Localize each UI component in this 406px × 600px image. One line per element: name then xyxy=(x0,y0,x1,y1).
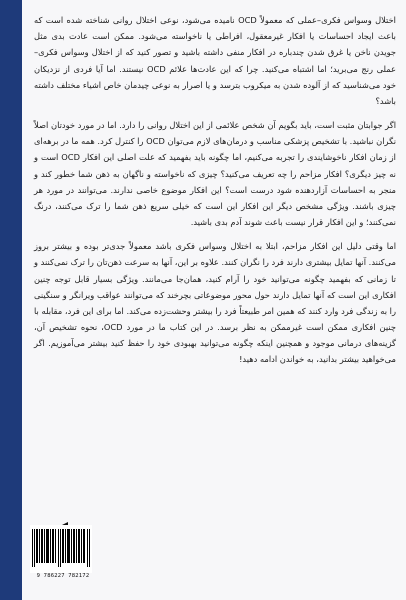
blurb-paragraph-1: اختلال وسواس فکری–عملی که معمولاً OCD نامیده می‌شود، نوعی اختلال روانی شناخته شده است که باعث ایجاد احساسات یا افکار غیرمعقول، افراطی یا ناخواسته می‌شود. ممکن است عادت بدی مثل جویدن ناخن یا غرق شدن چندباره در افکار منفی داشته باشید و تصور کنید که از اختلال وسواس فکری–عملی رنج می‌برید؛ اما اشتباه می‌کنید. چرا که این عادت‌ها علائم OCD نیستند. اما آیا فردی از نزدیکان خود می‌شناسید که از آلوده شدن به میکروب بترسد و یا اصرار به نوعی چیدمان خاص اشیاء مختلف داشته باشد؟ xyxy=(34,15,396,106)
blue-side-band xyxy=(0,0,22,600)
blurb-paragraph-3: اما وقتی دلیل این افکار مزاحم، ابتلا به اختلال وسواس فکری باشد معمولاً جدی‌تر بوده و بیشتر بروز می‌کنند. آنها تمایل بیشتری دارند فرد را نگران کنند. علاوه بر این، آنها به سرعت ذهن‌تان را ترک نمی‌کنند و تا زمانی که بفهمید چگونه می‌توانید خود را آرام کنید، همان‌جا می‌مانند. ویژگی بسیار قابل توجه چنین افکاری این است که آنها تمایل دارند حول محور موضوعاتی بچرخند که می‌توانند عواقب ویرانگر و سنگینی را به زندگی فرد وارد کنند که همین امر طبیعتاً فرد را بیشتر وحشت‌زده می‌کند. اما برای این فرد، مقابله با چنین افکاری ممکن است غیرممکن به نظر برسد. در این کتاب ما در مورد OCD، نحوه تشخیص آن، گزینه‌های درمانی موجود و همچنین اینکه چگونه می‌توانید بهبودی خود را حفظ کنید بیشتر می‌آموزیم. اگر می‌خواهید بیشتر بدانید، به خواندن ادامه دهید! xyxy=(34,241,397,365)
isbn-number: 9 786227 782172 xyxy=(36,573,90,579)
blurb-paragraph-2: اگر جوابتان مثبت است، باید بگویم آن شخص علائمی از این اختلال روانی را دارد. اما در مورد خودتان اصلاً نگران نباشید. با تشخیص پزشکی مناسب و درمان‌های لازم می‌توان OCD را کنترل کرد. همه ما در برهه‌ای از زمان افکار ناخوشایندی را تجربه می‌کنیم، اما چگونه باید بفهمید که علت اصلی این افکار OCD است و نه چیز دیگری؟ افکار مزاحم را چه تعریف می‌کنید؟ چیزی که ناخواسته و ناگهان به ذهن شما خطور کند و منجر به احساسات آزاردهنده شود درست است؟ این افکار موضوع خاصی ندارند. می‌توانند در مورد هر چیزی باشند. ویژگی مشخص دیگر این افکار این است که خیلی سریع ذهن شما را ترک می‌کنند، درنگ نمی‌کنند؛ و این افکار قرار نیست باعث شوند آدم بدی باشید. xyxy=(34,120,396,228)
blurb-text-block xyxy=(34,12,396,376)
barcode xyxy=(30,525,92,573)
